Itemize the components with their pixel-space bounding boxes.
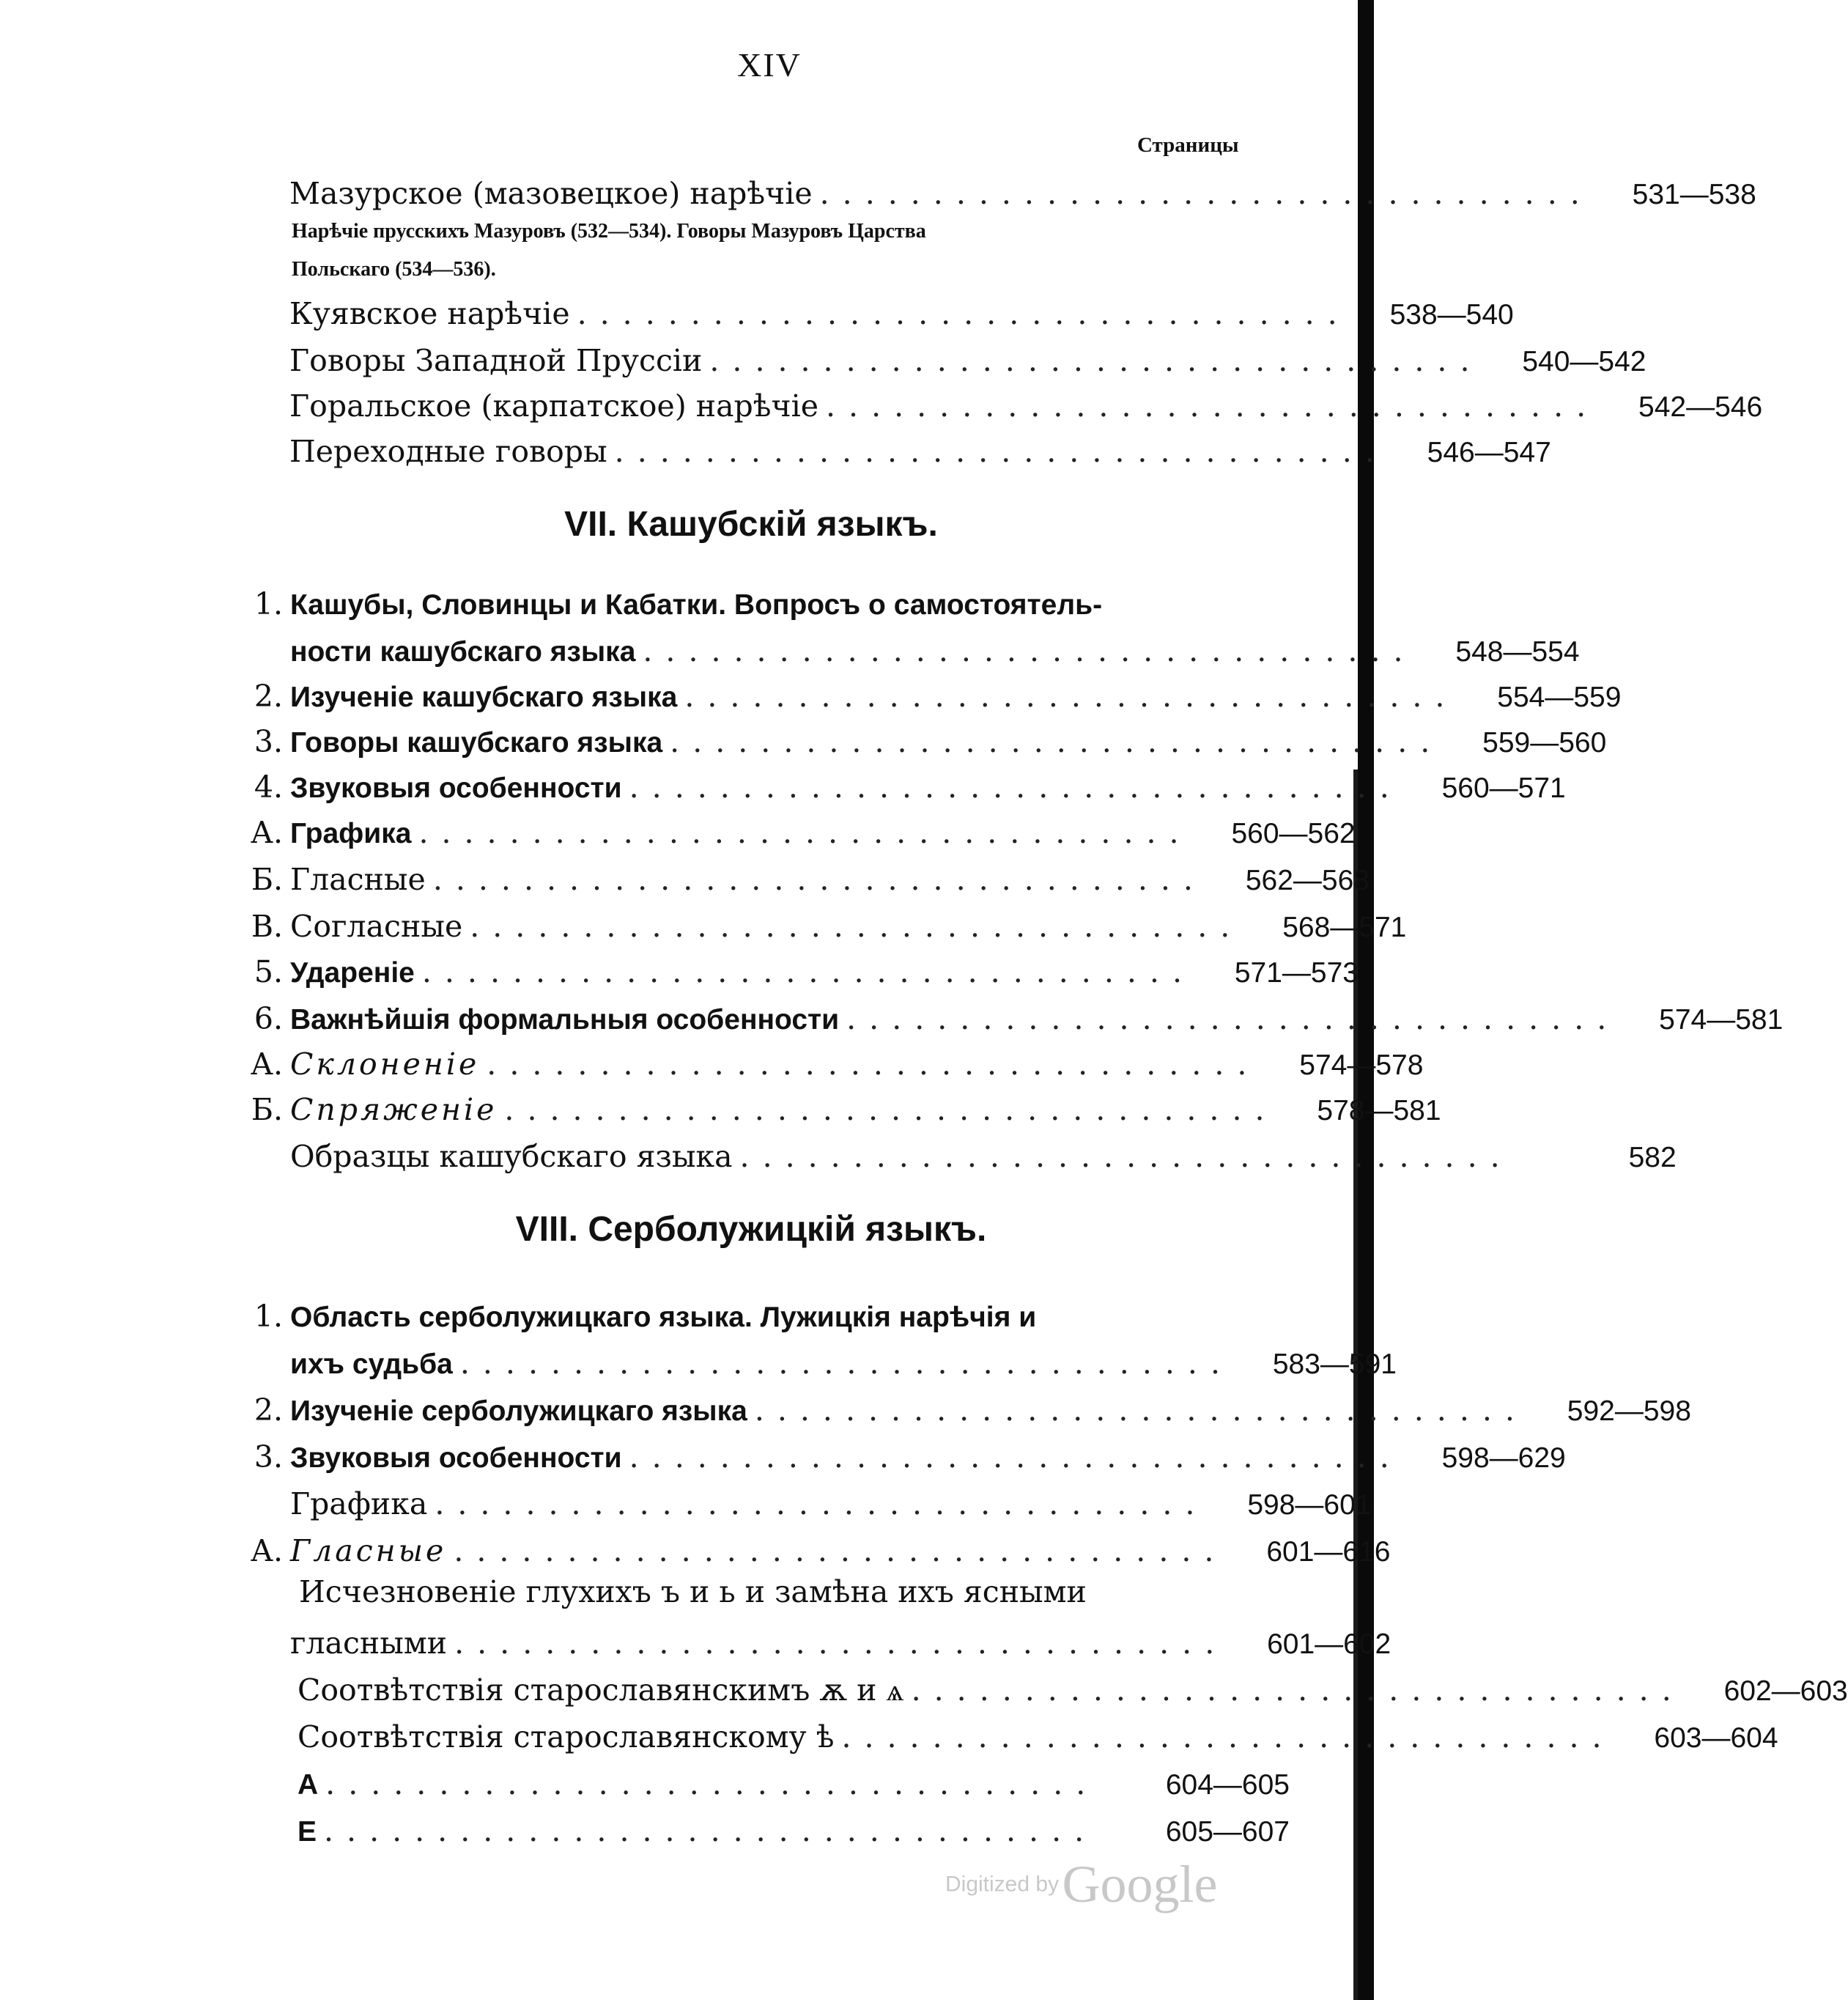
toc-leader: .................................. xyxy=(325,1766,1099,1801)
toc-leader: .................................. xyxy=(709,343,1483,378)
toc-entry-text: Горальское (карпатское) нарѣчіе xyxy=(289,388,819,424)
watermark-small-text: Digitized by xyxy=(945,1872,1060,1897)
toc-entry xyxy=(234,1130,1677,1174)
toc-entry xyxy=(234,761,1566,805)
toc-entry-pages: 583—591 xyxy=(1272,1348,1397,1380)
toc-entry-pages: 603—604 xyxy=(1654,1722,1778,1754)
toc-entry-text: Говоры кашубскаго языка xyxy=(290,727,663,759)
toc-leader: .................................. xyxy=(454,1533,1227,1568)
toc-leader: .................................. xyxy=(826,388,1600,424)
pages-column-label: Страницы xyxy=(1137,133,1239,157)
toc-entry xyxy=(242,1757,1290,1801)
toc-entry-number: 5. xyxy=(254,954,283,989)
toc-entry-pages: 578—581 xyxy=(1317,1095,1441,1126)
toc-leader: .................................. xyxy=(421,954,1195,989)
digitized-watermark xyxy=(945,1854,1218,1915)
google-logo: Google xyxy=(1062,1855,1218,1914)
toc-entry-pages: 560—562 xyxy=(1231,818,1356,849)
page-edge-shadow xyxy=(1353,770,1358,2000)
toc-note-line: Нарѣчіе прусскихъ Мазуровъ (532—534). Говоры Мазуровъ Царства xyxy=(292,220,926,243)
toc-entry-pages: 602—603 xyxy=(1723,1675,1848,1707)
toc-entry xyxy=(234,624,1580,668)
toc-entry-number: В. xyxy=(251,909,283,944)
toc-entry-number: А. xyxy=(250,1533,283,1568)
toc-entry-pages: 554—559 xyxy=(1497,682,1622,713)
toc-entry xyxy=(289,334,1646,378)
toc-entry-number: 6. xyxy=(254,1001,283,1036)
toc-entry-pages: 574—581 xyxy=(1659,1004,1784,1036)
toc-entry-text: Переходные говоры xyxy=(289,434,607,469)
toc-entry-text: Звуковыя особенности xyxy=(290,772,622,804)
toc-entry xyxy=(289,167,1756,211)
toc-leader: .................................. xyxy=(670,724,1444,759)
toc-entry-text: Говоры Западной Пруссіи xyxy=(289,343,703,378)
toc-entry-number: 4. xyxy=(254,770,283,805)
toc-entry-text: Удареніе xyxy=(290,957,415,989)
toc-entry-number: А. xyxy=(250,815,283,850)
toc-entry-text: Образцы кашубскаго языка xyxy=(290,1139,733,1174)
toc-entry xyxy=(289,425,1551,469)
toc-entry-text: Соотвѣтствія старославянскому ѣ xyxy=(297,1719,835,1754)
toc-entry-pages: 538—540 xyxy=(1389,299,1514,331)
toc-leader: .................................. xyxy=(754,1392,1528,1428)
toc-entry xyxy=(234,806,1356,850)
toc-entry-pages: 531—538 xyxy=(1632,179,1756,210)
toc-entry-pages: 568—571 xyxy=(1282,912,1407,943)
toc-entry-text: Е xyxy=(297,1816,317,1848)
toc-entry xyxy=(242,1664,1848,1708)
toc-note-line: Польскаго (534—536). xyxy=(292,258,496,281)
toc-entry xyxy=(234,1431,1566,1475)
toc-entry-text: Графика xyxy=(290,1486,428,1521)
toc-entry xyxy=(234,1384,1691,1428)
toc-leader: .................................. xyxy=(846,1001,1620,1036)
toc-entry-pages: 582 xyxy=(1628,1142,1677,1173)
toc-entry-text: ихъ судьба xyxy=(290,1348,453,1380)
toc-leader: .................................. xyxy=(504,1092,1278,1127)
toc-entry-number: 2. xyxy=(254,1392,283,1428)
toc-entry xyxy=(234,1477,1372,1521)
toc-entry-number: 1. xyxy=(254,586,283,621)
toc-entry xyxy=(242,1711,1778,1754)
toc-entry-text: Исчезновеніе глухихъ ъ и ь и замѣна ихъ ясными xyxy=(299,1574,1087,1609)
toc-entry xyxy=(234,670,1622,714)
toc-entry-pages: 574—578 xyxy=(1299,1049,1424,1081)
toc-leader: .................................. xyxy=(487,1047,1260,1082)
toc-leader: .................................. xyxy=(911,1672,1685,1708)
toc-entry-text: Изученіе кашубскаго языка xyxy=(290,682,678,713)
toc-entry-pages: 542—546 xyxy=(1638,391,1763,423)
toc-entry-text: Гласные xyxy=(290,862,426,897)
toc-entry xyxy=(234,1337,1397,1381)
toc-entry-pages: 605—607 xyxy=(1165,1816,1290,1848)
toc-entry-number: 3. xyxy=(254,724,283,759)
toc-leader: .................................. xyxy=(643,633,1416,668)
toc-entry-pages: 601—616 xyxy=(1266,1536,1391,1568)
toc-entry-text: Спряженіе xyxy=(290,1092,498,1127)
toc-leader: .................................. xyxy=(459,1346,1233,1381)
toc-entry xyxy=(234,1290,1290,1334)
toc-entry-pages: 601—602 xyxy=(1267,1628,1391,1660)
section-heading-viii: VIII. Серболужицкій языкъ. xyxy=(515,1210,987,1249)
toc-leader: .................................. xyxy=(841,1719,1615,1754)
toc-entry xyxy=(289,380,1763,424)
toc-leader: .................................. xyxy=(577,296,1350,331)
toc-leader: .................................. xyxy=(819,176,1593,211)
toc-entry-pages: 604—605 xyxy=(1165,1769,1290,1801)
toc-entry-text: Область серболужицкаго языка. Лужицкія нарѣчія и xyxy=(290,1302,1037,1333)
toc-entry xyxy=(234,945,1359,989)
toc-leader: .................................. xyxy=(324,1813,1098,1848)
toc-entry-pages: 598—601 xyxy=(1247,1489,1372,1521)
toc-leader: .................................. xyxy=(739,1139,1513,1174)
toc-entry-pages: 598—629 xyxy=(1441,1442,1566,1474)
toc-entry-pages: 592—598 xyxy=(1567,1395,1691,1427)
toc-leader: .................................. xyxy=(454,1626,1228,1661)
toc-leader: .................................. xyxy=(435,1486,1208,1521)
toc-entry-text: Кашубы, Словинцы и Кабатки. Вопросъ о самостоятель- xyxy=(290,589,1103,621)
toc-entry-pages: 559—560 xyxy=(1482,727,1607,759)
toc-leader: .................................. xyxy=(470,909,1243,944)
toc-entry-text: Склоненіе xyxy=(290,1047,480,1082)
toc-leader: .................................. xyxy=(629,770,1402,805)
toc-entry-pages: 562—568 xyxy=(1245,865,1370,896)
toc-leader: .................................. xyxy=(418,815,1192,850)
toc-entry-text: Куявское нарѣчіе xyxy=(289,296,570,331)
toc-leader: .................................. xyxy=(684,679,1458,714)
toc-entry-pages: 571—573 xyxy=(1234,957,1359,989)
toc-entry xyxy=(234,1083,1441,1127)
toc-entry-text: Согласные xyxy=(290,909,463,944)
toc-leader: .................................. xyxy=(629,1439,1402,1475)
toc-entry-number: 3. xyxy=(254,1439,283,1475)
toc-entry-pages: 548—554 xyxy=(1455,636,1580,668)
toc-entry xyxy=(234,578,1290,621)
toc-entry xyxy=(234,1038,1424,1082)
toc-entry-text: гласными xyxy=(290,1626,448,1661)
toc-entry xyxy=(234,715,1607,759)
toc-entry-text: Гласные xyxy=(290,1533,447,1568)
toc-entry-text: Звуковыя особенности xyxy=(290,1442,622,1474)
toc-entry-number: А. xyxy=(250,1047,283,1082)
toc-entry xyxy=(234,900,1407,944)
toc-entry-number: 2. xyxy=(254,679,283,714)
toc-entry xyxy=(234,853,1370,897)
toc-entry xyxy=(234,992,1784,1036)
toc-entry-text: А xyxy=(297,1769,319,1801)
toc-entry xyxy=(234,1524,1391,1568)
toc-leader: .................................. xyxy=(432,862,1206,897)
toc-entry-text: Изученіе серболужицкаго языка xyxy=(290,1395,747,1427)
toc-entry-text: Важнѣйшія формальныя особенности xyxy=(290,1004,840,1036)
toc-entry-text: Соотвѣтствія старославянскимъ ѫ и ѧ xyxy=(297,1672,904,1708)
toc-entry-number: Б. xyxy=(251,1092,283,1127)
page-number: XIV xyxy=(737,46,802,84)
toc-entry-text: Мазурское (мазовецкое) нарѣчіе xyxy=(289,176,813,211)
toc-entry xyxy=(234,1617,1391,1661)
toc-entry-number: 1. xyxy=(254,1299,283,1334)
section-heading-vii: VII. Кашубскій языкъ. xyxy=(564,505,938,544)
toc-entry-pages: 546—547 xyxy=(1427,437,1551,468)
toc-entry xyxy=(289,287,1514,331)
toc-leader: .................................. xyxy=(614,434,1388,469)
toc-entry xyxy=(242,1804,1290,1848)
toc-entry-text: Графика xyxy=(290,818,412,849)
toc-entry-number: Б. xyxy=(251,862,283,897)
toc-entry-pages: 540—542 xyxy=(1522,346,1646,377)
toc-entry-text: ности кашубскаго языка xyxy=(290,636,636,668)
toc-entry-pages: 560—571 xyxy=(1441,772,1566,804)
